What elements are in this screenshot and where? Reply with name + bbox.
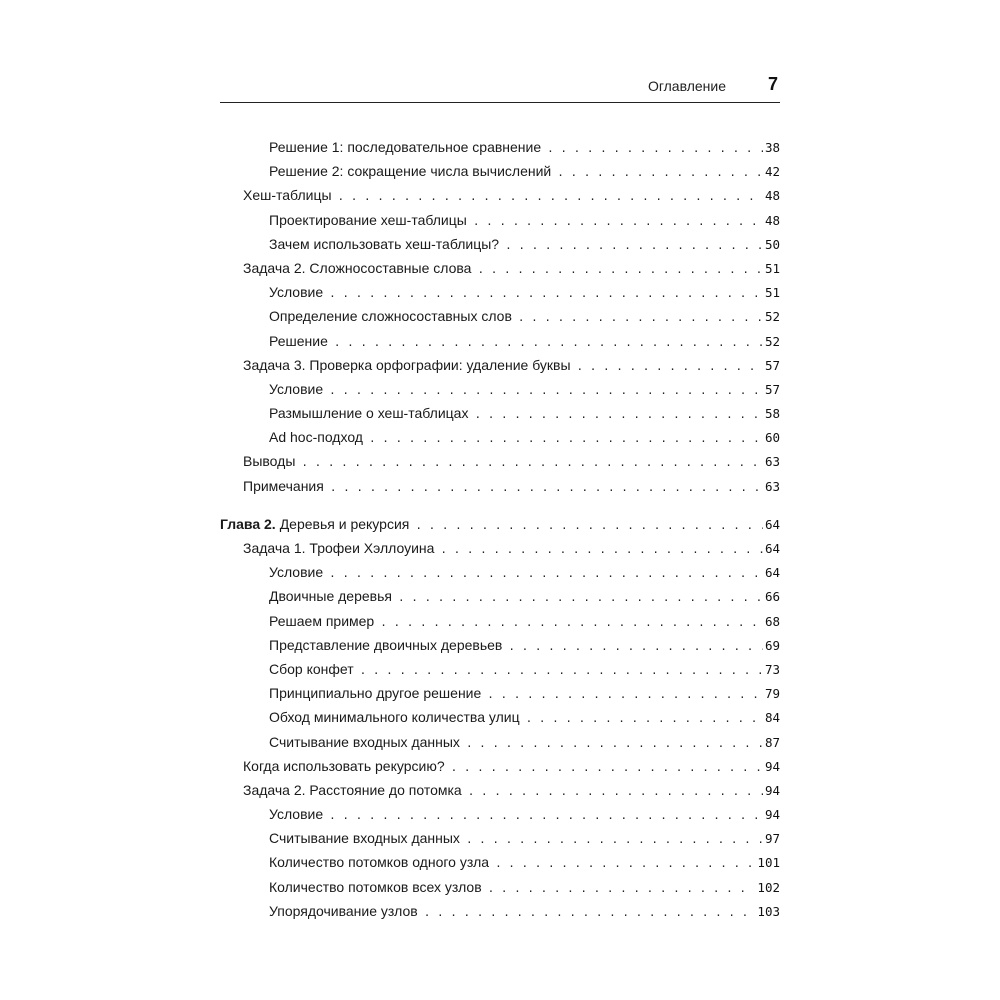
toc-entry-page: 84 (764, 710, 780, 726)
toc-entry-page: 58 (764, 406, 780, 422)
toc-chapter-number: Глава 2. (220, 515, 276, 532)
toc-entry-page: 57 (764, 381, 780, 397)
toc-subsection-entry (220, 806, 780, 830)
toc-dot-leader (473, 215, 763, 228)
toc-dot-leader (415, 519, 763, 532)
toc-entry-title: Задача 2. Расстояние до потомка (243, 781, 462, 798)
toc-entry-title: Сбор конфет (269, 660, 354, 677)
toc-entry-page: 101 (757, 855, 780, 871)
toc-entry-page: 52 (764, 309, 780, 325)
toc-entry-title: Задача 2. Сложносоставные слова (243, 259, 472, 276)
toc-dot-leader (495, 857, 755, 870)
toc-section-entry (220, 187, 780, 211)
toc-entry-title: Упорядочивание узлов (269, 902, 418, 919)
toc-dot-leader (330, 481, 763, 494)
toc-dot-leader (424, 906, 756, 919)
toc-dot-leader (398, 591, 763, 604)
toc-entry-page: 64 (764, 565, 780, 581)
toc-entry-title: Условие (269, 806, 324, 823)
toc-subsection-entry (220, 308, 780, 332)
toc-entry-page: 94 (764, 758, 780, 774)
toc-entry-title: Определение сложносоставных слов (269, 308, 512, 325)
toc-subsection-entry (220, 333, 780, 357)
toc-subsection-entry (220, 564, 780, 588)
toc-dot-leader (474, 408, 762, 421)
toc-dot-leader (329, 567, 763, 580)
toc-entry-title: Двоичные деревья (269, 588, 392, 605)
toc-dot-leader (338, 190, 763, 203)
toc-entry-page: 64 (764, 541, 780, 556)
toc-chapter-entry (220, 516, 780, 540)
toc-entry-title: Обход минимального количества улиц (269, 709, 520, 726)
toc-dot-leader (577, 360, 763, 373)
toc-entry-page: 57 (764, 357, 780, 373)
toc-entry-title: Размышление о хеш-таблицах (269, 405, 469, 422)
toc-section-entry (220, 478, 780, 502)
toc-entry-title: Задача 3. Проверка орфографии: удаление буквы (243, 356, 571, 373)
toc-subsection-entry (220, 212, 780, 236)
toc-entry-page: 48 (764, 212, 780, 228)
toc-subsection-entry (220, 854, 780, 878)
toc-subsection-entry (220, 879, 780, 903)
toc-entry-page: 63 (764, 478, 780, 494)
toc-subsection-entry (220, 429, 780, 453)
toc-subsection-entry (220, 661, 780, 685)
toc-entry-page: 60 (764, 430, 780, 446)
toc-entry-title: Принципиально другое решение (269, 685, 482, 702)
toc-dot-leader (508, 640, 763, 653)
page-header (220, 76, 780, 103)
toc-entry-title: Решение 2: сокращение числа вычислений (269, 163, 552, 180)
toc-subsection-entry (220, 588, 780, 612)
toc-entry-page: 66 (764, 589, 780, 605)
toc-dot-leader (488, 882, 756, 895)
table-of-contents (220, 139, 780, 927)
toc-subsection-entry (220, 405, 780, 429)
toc-dot-leader (466, 737, 763, 750)
toc-entry-page: 48 (764, 188, 780, 204)
toc-subsection-entry (220, 284, 780, 308)
toc-subsection-entry (220, 613, 780, 637)
toc-entry-page: 68 (764, 613, 780, 629)
toc-entry-page: 97 (764, 831, 780, 847)
toc-entry-title: Условие (269, 380, 324, 397)
toc-entry-title: Решение (269, 332, 328, 349)
toc-entry-page: 73 (764, 661, 780, 677)
toc-dot-leader (547, 142, 763, 155)
toc-entry-page: 94 (764, 807, 780, 823)
toc-section-entry (220, 260, 780, 284)
toc-entry-title: Деревья и рекурсия (279, 515, 410, 532)
toc-entry-page: 38 (764, 140, 780, 155)
toc-subsection-entry (220, 830, 780, 854)
toc-entry-title: Решаем пример (269, 612, 375, 629)
toc-dot-leader (329, 287, 763, 300)
toc-subsection-entry (220, 734, 780, 758)
toc-section-entry (220, 758, 780, 782)
toc-dot-leader (468, 785, 763, 798)
toc-entry-page: 63 (764, 454, 780, 470)
toc-dot-leader (557, 166, 763, 179)
toc-entry-title: Хеш-таблицы (243, 187, 332, 204)
toc-subsection-entry (220, 903, 780, 927)
toc-section-entry (220, 453, 780, 477)
toc-entry-title: Условие (269, 564, 324, 581)
toc-dot-leader (380, 616, 763, 629)
running-header-title: Оглавление (647, 78, 726, 94)
chapter-spacer (220, 502, 780, 516)
toc-subsection-entry (220, 685, 780, 709)
toc-entry-title: Задача 1. Трофеи Хэллоуина (243, 540, 435, 556)
toc-entry-page: 51 (764, 285, 780, 301)
toc-entry-page: 103 (757, 903, 780, 919)
toc-dot-leader (334, 336, 763, 349)
toc-subsection-entry (220, 709, 780, 733)
toc-entry-page: 69 (764, 637, 780, 653)
toc-dot-leader (477, 263, 762, 276)
toc-entry-page: 42 (764, 164, 780, 180)
toc-entry-title: Проектирование хеш-таблицы (269, 211, 467, 228)
toc-entry-title: Решение 1: последовательное сравнение (269, 139, 542, 155)
toc-dot-leader (369, 432, 763, 445)
toc-subsection-entry (220, 236, 780, 260)
toc-entry-page: 64 (764, 516, 780, 532)
toc-dot-leader (360, 664, 763, 677)
toc-entry-page: 102 (757, 879, 780, 895)
toc-entry-page: 87 (764, 734, 780, 750)
toc-entry-title: Считывание входных данных (269, 733, 460, 750)
toc-entry-page: 51 (764, 260, 780, 276)
toc-entry-title: Когда использовать рекурсию? (243, 757, 445, 774)
toc-entry-page: 52 (764, 333, 780, 349)
toc-subsection-entry (220, 637, 780, 661)
toc-entry-title: Зачем использовать хеш-таблицы? (269, 235, 500, 252)
toc-dot-leader (487, 688, 763, 701)
toc-entry-page: 50 (764, 236, 780, 252)
toc-entry-title: Количество потомков всех узлов (269, 878, 482, 895)
toc-subsection-entry (220, 139, 780, 163)
toc-entry-title: Считывание входных данных (269, 830, 460, 847)
toc-dot-leader (440, 543, 763, 556)
toc-entry-title: Количество потомков одного узла (269, 854, 490, 871)
toc-dot-leader (466, 833, 763, 846)
toc-subsection-entry (220, 381, 780, 405)
toc-entry-title: Условие (269, 284, 324, 301)
toc-entry-title: Представление двоичных деревьев (269, 636, 503, 653)
toc-section-entry (220, 357, 780, 381)
toc-section-entry (220, 540, 780, 564)
toc-entry-page: 94 (764, 782, 780, 798)
toc-entry-title: Ad hoc-подход (269, 429, 363, 446)
toc-dot-leader (505, 239, 763, 252)
toc-entry-title: Выводы (243, 453, 296, 470)
toc-entry-page: 79 (764, 686, 780, 702)
toc-entry-title: Примечания (243, 477, 324, 494)
toc-subsection-entry (220, 163, 780, 187)
toc-dot-leader (329, 384, 763, 397)
toc-dot-leader (301, 456, 763, 469)
toc-dot-leader (526, 712, 763, 725)
toc-dot-leader (451, 761, 763, 774)
toc-dot-leader (329, 809, 763, 822)
toc-dot-leader (518, 311, 763, 324)
page-number: 7 (767, 74, 778, 94)
toc-section-entry (220, 782, 780, 806)
